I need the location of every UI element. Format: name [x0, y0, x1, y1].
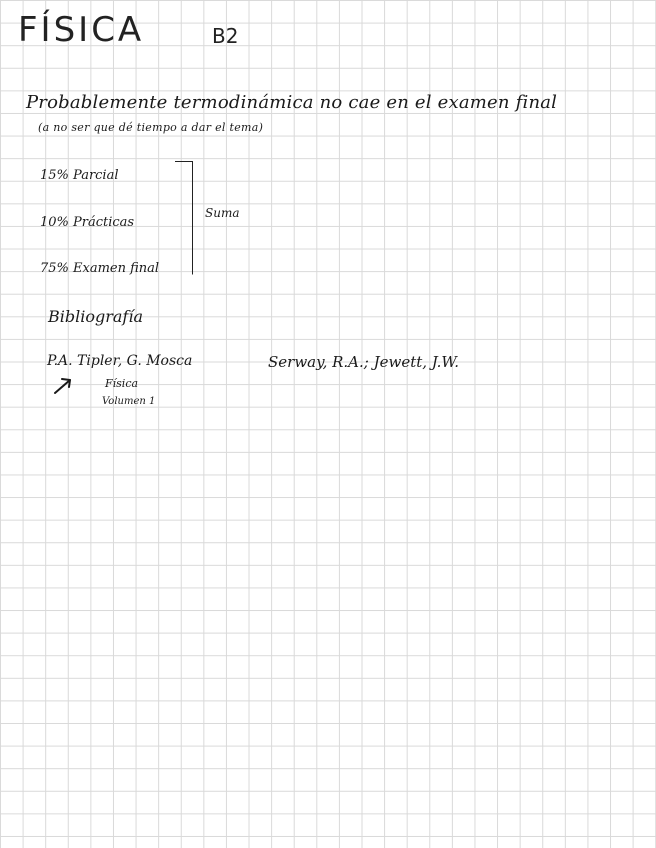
grade-item-examen-final: 75% Examen final	[40, 261, 160, 276]
bracket-label: Suma	[205, 206, 240, 220]
tipler-book-volume: Volumen 1	[102, 396, 156, 407]
exam-note-aside: (a no ser que dé tiempo a dar el tema)	[38, 121, 264, 134]
bibliography-heading: Bibliografía	[48, 307, 143, 326]
grade-item-practicas: 10% Prácticas	[40, 215, 135, 230]
reference-tipler: P.A. Tipler, G. Mosca	[47, 353, 193, 369]
exam-note: Probablemente termodinámica no cae en el examen final	[26, 92, 558, 113]
page-title: FÍSICA	[18, 10, 145, 50]
grading-bracket	[175, 161, 193, 275]
reference-serway: Serway, R.A.; Jewett, J.W.	[268, 353, 459, 371]
grade-item-parcial: 15% Parcial	[40, 168, 119, 183]
tipler-book-title: Física	[105, 377, 139, 390]
group-label: B2	[212, 24, 239, 48]
arrow-up-right-icon	[52, 374, 76, 396]
